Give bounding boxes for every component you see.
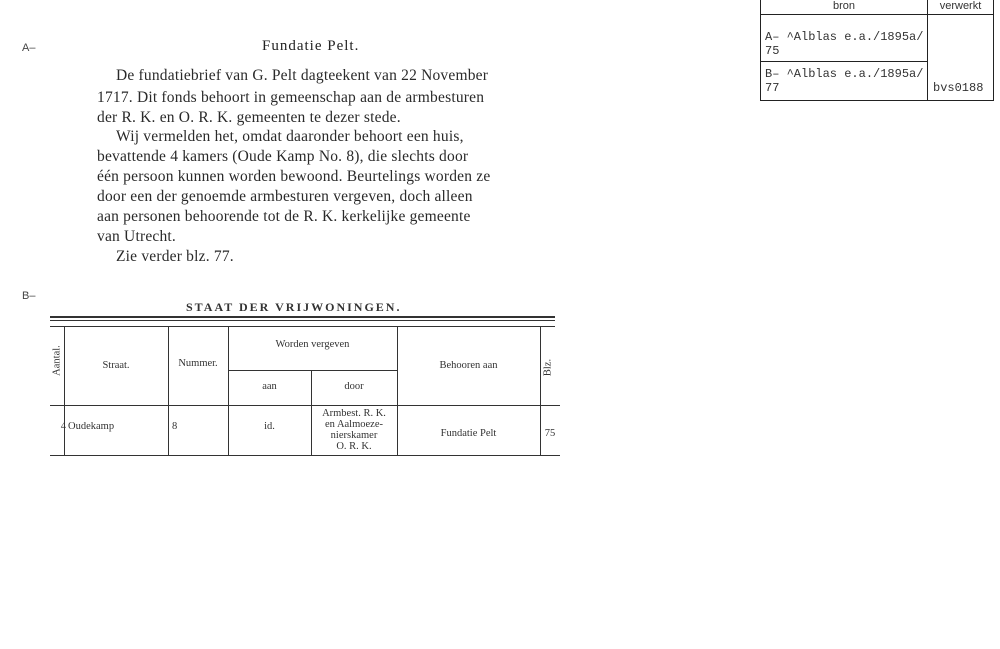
paragraph-line: Zie verder blz. 77. [116,248,234,265]
row-door-line: nierskamer [330,430,378,441]
source-entry-a-label: A– ^Alblas e.a./1895a/ [765,30,924,44]
source-entry-b-verwerkt: bvs0188 [933,81,984,95]
paragraph-line: van Utrecht. [97,228,177,245]
paragraph-line: der R. K. en O. R. K. gemeenten te dezer stede. [97,109,401,126]
row-behooren-aan: Fundatie Pelt [440,428,497,439]
marker-b: B– [22,290,36,302]
paragraph-line: 1717. Dit fonds behoort in gemeenschap aan de armbesturen [97,89,485,106]
header-aan: aan [262,381,277,392]
column-header-verwerkt: verwerkt [928,0,993,15]
header-worden-vergeven: Worden vergeven [275,339,350,350]
header-blz: Blz. [542,358,554,377]
paragraph-line: aan personen behoorende tot de R. K. kerkelijke gemeente [97,208,471,225]
paragraph-line: Wij vermelden het, omdat daaronder behoort een huis, [116,128,464,145]
header-nummer: Nummer. [178,358,218,369]
marker-a: A– [22,42,36,54]
paragraph-line: De fundatiebrief van G. Pelt dagteekent van 22 November [116,67,489,84]
row-blz: 75 [544,428,556,439]
paragraph-line: bevattende 4 kamers (Oude Kamp No. 8), die slechts door [97,148,469,165]
header-aantal: Aantal. [51,345,63,376]
header-door: door [344,381,364,392]
row-aan: id. [264,421,275,432]
source-index-box [760,0,994,101]
column-header-bron: bron [761,0,927,15]
source-entry-b-label: B– ^Alblas e.a./1895a/ [765,67,924,81]
row-door-line: en Aalmoeze- [324,419,383,430]
source-entry-b-page: 77 [765,81,780,95]
header-behooren-aan: Behooren aan [439,360,498,371]
row-door-line: Armbest. R. K. [322,408,386,419]
source-entry-a-page: 75 [765,44,780,58]
row-aantal: 4 [60,421,66,432]
paragraph-line: door een der genoemde armbesturen vergeven, doch alleen [97,188,473,205]
table-title: STAAT DER VRIJWONINGEN. [186,300,402,314]
section-a-title: Fundatie Pelt. [262,38,360,54]
row-straat: Oudekamp [68,421,115,432]
row-door-line: O. R. K. [336,441,372,452]
header-straat: Straat. [102,360,130,371]
row-nummer: 8 [172,421,178,432]
paragraph-line: één persoon kunnen worden bewoond. Beurtelings worden ze [97,168,491,185]
